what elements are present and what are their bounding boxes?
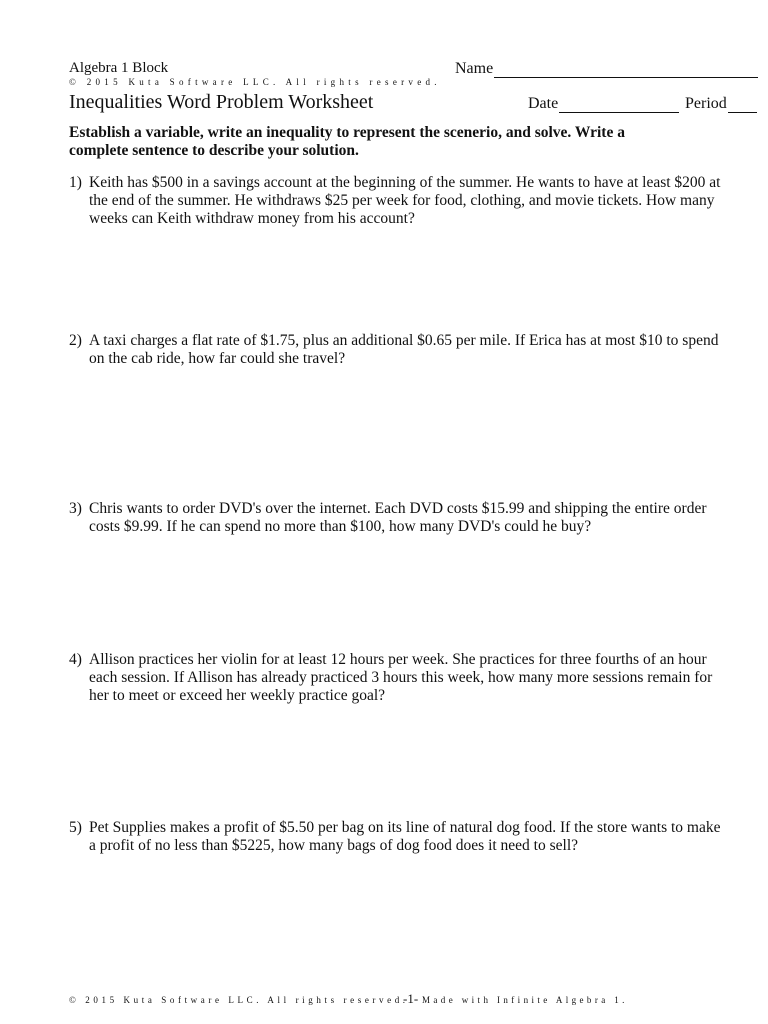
question-number: 4) <box>69 651 82 668</box>
question-text: Allison practices her violin for at least 12 hours per week. She practices for three fourths of an hour each session. If Allison has already practiced 3 hours this week, how many more sessions remain for her to meet or exceed her weekly practice goal? <box>89 651 713 704</box>
name-field[interactable] <box>455 60 758 78</box>
footer-copyright: © 2015 Kuta Software LLC. All rights reserved. <box>69 995 409 1005</box>
name-label: Name <box>455 60 494 77</box>
question-number: 3) <box>69 500 82 517</box>
question-number: 5) <box>69 819 82 836</box>
course-label: Algebra 1 Block <box>69 60 169 76</box>
question-3 <box>69 500 729 536</box>
period-field[interactable] <box>685 95 757 113</box>
question-1 <box>69 174 729 228</box>
header-copyright: © 2015 Kuta Software LLC. All rights reserved. <box>69 77 441 87</box>
question-5 <box>69 819 729 855</box>
date-label: Date <box>528 95 559 112</box>
instructions: Establish a variable, write an inequality to represent the scenerio, and solve. Write a complete sentence to describe your solution. <box>69 124 625 159</box>
date-field[interactable] <box>528 95 679 113</box>
date-blank[interactable] <box>559 96 679 113</box>
question-text: Keith has $500 in a savings account at the beginning of the summer. He wants to have at least $200 at the end of the summer. He withdraws $25 per week for food, clothing, and movie tickets. How many weeks can Keith withdraw money from his account? <box>89 174 721 227</box>
question-number: 2) <box>69 332 82 349</box>
page-number: -1- <box>403 991 419 1006</box>
question-text: Chris wants to order DVD's over the internet. Each DVD costs $15.99 and shipping the entire order costs $9.99. If he can spend no more than $100, how many DVD's could he buy? <box>89 500 707 535</box>
footer-made-with: Made with Infinite Algebra 1. <box>422 995 628 1005</box>
name-blank[interactable] <box>494 61 758 78</box>
period-blank[interactable] <box>728 96 757 113</box>
question-4 <box>69 651 729 705</box>
worksheet-title: Inequalities Word Problem Worksheet <box>69 91 374 113</box>
question-number: 1) <box>69 174 82 191</box>
question-text: Pet Supplies makes a profit of $5.50 per bag on its line of natural dog food. If the store wants to make a profit of no less than $5225, how many bags of dog food does it need to sell? <box>89 819 721 854</box>
question-text: A taxi charges a flat rate of $1.75, plus an additional $0.65 per mile. If Erica has at most $10 to spend on the cab ride, how far could she travel? <box>89 332 719 367</box>
question-2 <box>69 332 729 368</box>
period-label: Period <box>685 95 727 112</box>
